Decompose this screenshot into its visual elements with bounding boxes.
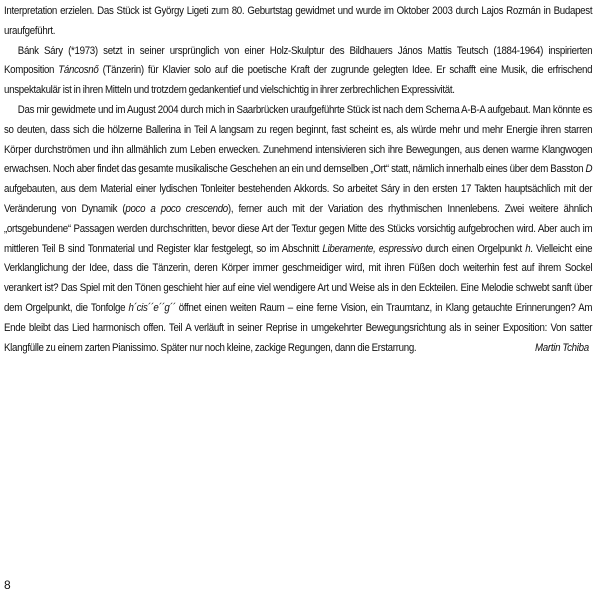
paragraph-3-text-a: Das mir gewidmete und im August 2004 durch mich in Saarbrücken uraufgeführte Stück ist nach dem Schema A-B-A aufgebaut. Man könnte es so deuten, dass sich die hölzerne Ballerina in Teil A langsam zu regen beginnt, fast scheint es, als würde mehr und mehr Energie ihren starren Körper durchströmen und ihn allmählich zum Leben erwecken. Zunehmend intensivieren sich ihre Bewegungen, aus denen warme Klangwogen erwachsen. Noch aber findet das gesamte musikalische Geschehen an ein und demselben „Ort“ statt, nämlich innerhalb eines über dem Basston bbox=[4, 103, 593, 176]
paragraph-3-text-b: aufgebauten, aus dem Material einer lydischen Tonleiter bestehenden Akkords. So arbeitet Sáry in den ersten 17 Takten hauptsächlich mit der Veränderung von Dynamik ( bbox=[4, 183, 593, 215]
paragraph-3-text-e: . Vielleicht eine Verklanglichung der Idee, dass die Tänzerin, deren Körper immer geschmeidiger wird, mit ihren Füßen doch weiterhin fest auf ihrem Sockel verankert ist? Das Spiel mit den Tönen geschieht hier auf eine viel wendigere Art und Weise als in den Eckteilen. Eine Melodie schwebt sanft über dem Orgelpunkt, die Tonfolge bbox=[4, 242, 593, 314]
paragraph-3-text-d: durch einen Orgelpunkt bbox=[422, 242, 526, 255]
tempo-marking: Liberamente, espressivo bbox=[322, 242, 423, 255]
page-number: 8 bbox=[4, 578, 11, 592]
paragraph-2-text-b: (Tänzerin) für Klavier solo auf die poetische Kraft der zugrunde gelegten Idee. Er schafft eine Musik, die erfrischend unspektakulär ist in ihren Mitteln und trotzdem gedankentief und vielschichtig in ihrer zerbrechlichen Expressivität. bbox=[4, 64, 593, 97]
note-d: D bbox=[585, 163, 593, 176]
work-title: Táncosnő bbox=[58, 64, 99, 77]
paragraph-3 bbox=[4, 101, 592, 358]
paragraph-2-text-a: Bánk Sáry (*1973) setzt in seiner ursprünglich von einer Holz-Skulptur des Bildhauers János Mattis Teutsch (1884-1964) inspirierten Komposition bbox=[4, 44, 593, 77]
paragraph-3-text-c: ), ferner auch mit der Variation des rhythmischen Innenlebens. Zwei weitere ähnlich „ortsgebundene“ Passagen werden durchschritten, bevor diese Art der Textur gegen Mitte des Stücks vorsichtig aufgebrochen wird. Aber auch im mittleren Teil B sind Tonmaterial und Register klar festgelegt, so im Abschnitt bbox=[4, 202, 593, 255]
article-body bbox=[4, 2, 592, 358]
dynamic-marking: poco a poco crescendo bbox=[125, 202, 228, 215]
paragraph-1-text: Interpretation erzielen. Das Stück ist György Ligeti zum 80. Geburtstag gewidmet und wurde im Oktober 2003 durch Lajos Rozmán in Budapest uraufgeführt. bbox=[4, 5, 593, 37]
paragraph-1 bbox=[4, 2, 592, 42]
tone-sequence: h´cis´´e´´g´´ bbox=[128, 301, 176, 314]
paragraph-3-text-f: öffnet einen weiten Raum – eine ferne Vision, ein Traumtanz, in Klang getauchte Erinnerungen? Am Ende bleibt das Lied harmonisch offen. Teil A verläuft in seiner Reprise in umgekehrter Bewegungsrichtung als in seiner Exposition: Von satter Klangfülle zu einem zarten Pianissimo. Später nur noch kleine, zackige Regungen, dann die Erstarrung. bbox=[4, 301, 593, 354]
paragraph-2 bbox=[4, 42, 592, 101]
author-signature: Martin Tchiba bbox=[535, 341, 589, 354]
note-h: h bbox=[525, 242, 531, 255]
